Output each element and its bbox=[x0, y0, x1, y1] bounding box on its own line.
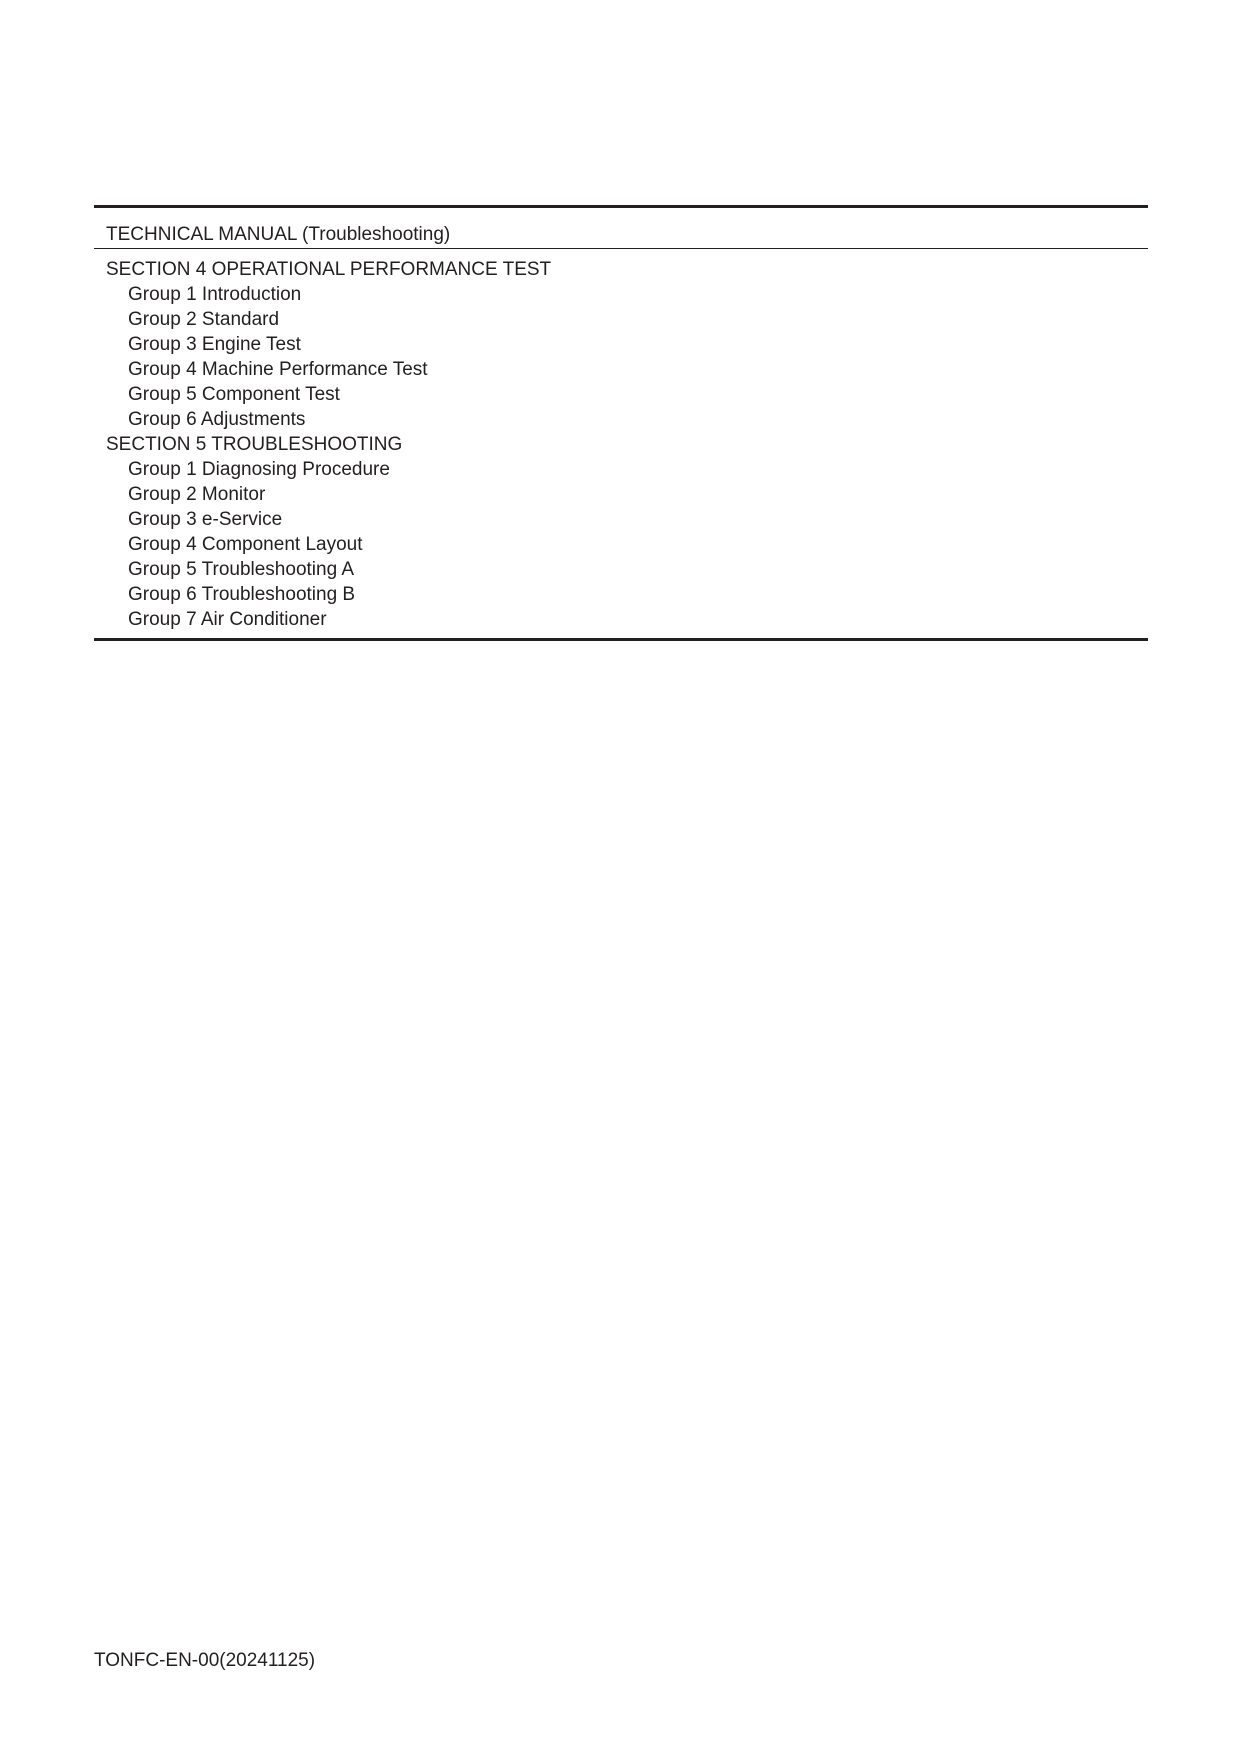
group-item: Group 5 Component Test bbox=[128, 384, 340, 405]
group-item: Group 2 Standard bbox=[128, 309, 280, 330]
group-item: Group 6 Troubleshooting B bbox=[128, 584, 356, 605]
group-item: Group 2 Monitor bbox=[128, 484, 266, 505]
group-item: Group 1 Introduction bbox=[128, 284, 302, 305]
group-item: Group 5 Troubleshooting A bbox=[128, 559, 355, 580]
group-item: Group 3 Engine Test bbox=[128, 334, 301, 355]
document-code: TONFC-EN-00(20241125) bbox=[94, 1650, 316, 1671]
section-heading: SECTION 4 OPERATIONAL PERFORMANCE TEST bbox=[106, 259, 552, 280]
group-item: Group 4 Machine Performance Test bbox=[128, 359, 428, 380]
toc-list bbox=[94, 249, 1148, 638]
bottom-rule bbox=[94, 638, 1148, 641]
group-item: Group 1 Diagnosing Procedure bbox=[128, 459, 390, 480]
group-item: Group 7 Air Conditioner bbox=[128, 609, 327, 630]
group-item: Group 4 Component Layout bbox=[128, 534, 363, 555]
table-of-contents bbox=[94, 205, 1148, 641]
manual-title: TECHNICAL MANUAL (Troubleshooting) bbox=[106, 224, 451, 245]
section-heading: SECTION 5 TROUBLESHOOTING bbox=[106, 434, 403, 455]
group-item: Group 3 e-Service bbox=[128, 509, 283, 530]
group-item: Group 6 Adjustments bbox=[128, 409, 306, 430]
